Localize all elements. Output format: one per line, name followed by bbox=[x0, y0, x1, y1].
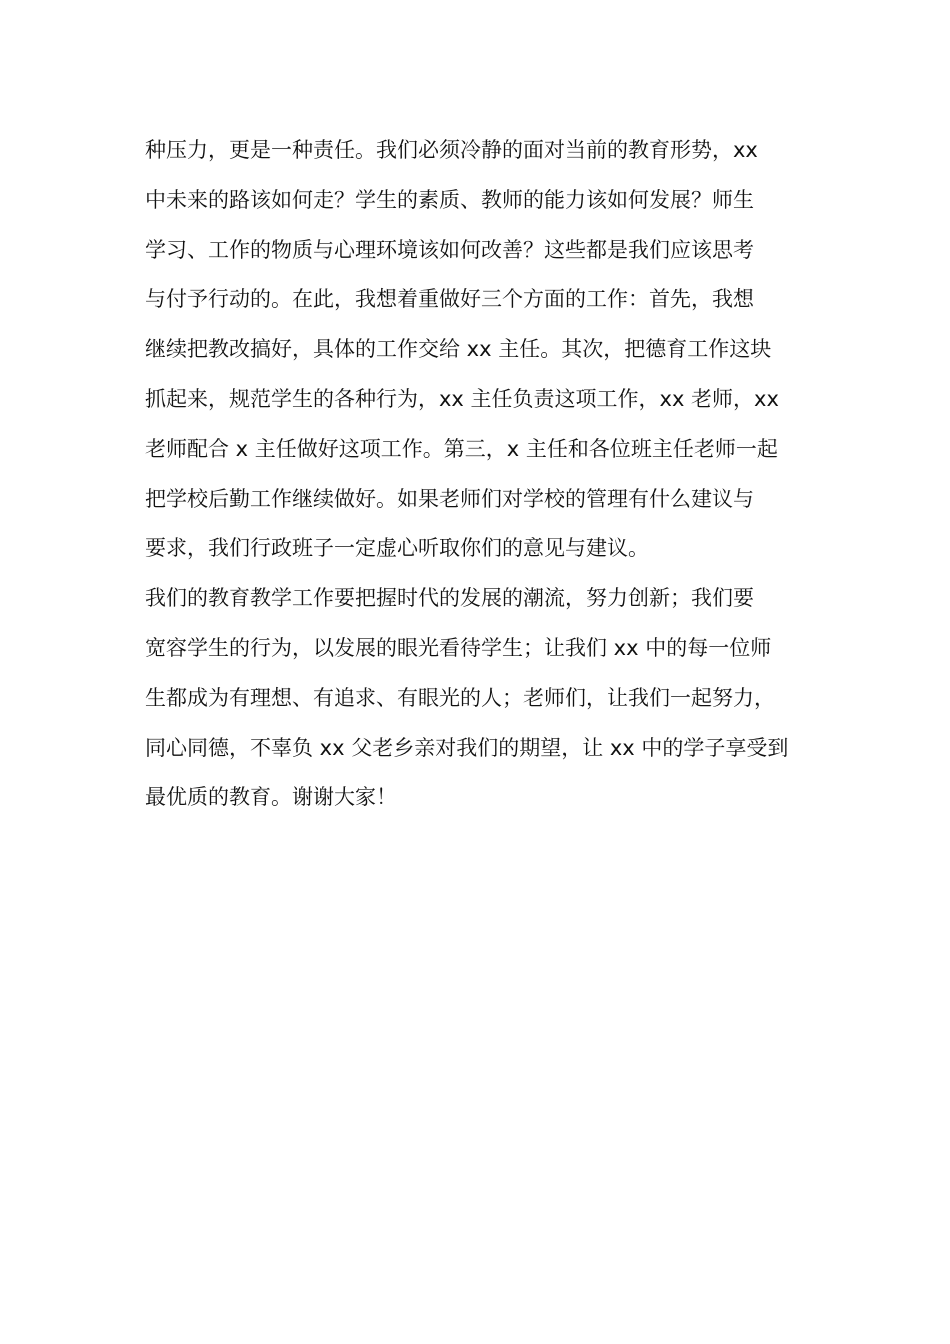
text-line: 我们的教育教学工作要把握时代的发展的潮流，努力创新；我们要 bbox=[145, 586, 754, 611]
text-line: 抓起来，规范学生的各种行为，xx 主任负责这项工作，xx 老师，xx bbox=[145, 386, 779, 411]
text-line: 生都成为有理想、有追求、有眼光的人；老师们，让我们一起努力， bbox=[145, 685, 775, 710]
text-line: 继续把教改搞好，具体的工作交给 xx 主任。其次，把德育工作这块 bbox=[145, 337, 772, 362]
text-line: 种压力，更是一种责任。我们必须冷静的面对当前的教育形势，xx bbox=[145, 138, 758, 162]
text-line: 把学校后勤工作继续做好。如果老师们对学校的管理有什么建议与 bbox=[145, 486, 754, 511]
text-line: 与付予行动的。在此，我想着重做好三个方面的工作：首先，我想 bbox=[145, 287, 754, 312]
text-line: 同心同德，不辜负 xx 父老乡亲对我们的期望，让 xx 中的学子享受到 bbox=[145, 735, 789, 760]
text-line: 老师配合 x 主任做好这项工作。第三，x 主任和各位班主任老师一起 bbox=[145, 436, 778, 461]
text-line: 最优质的教育。谢谢大家！ bbox=[145, 785, 397, 810]
text-line: 学习、工作的物质与心理环境该如何改善？这些都是我们应该思考 bbox=[145, 237, 754, 262]
document-body bbox=[145, 126, 835, 823]
text-line: 要求，我们行政班子一定虚心听取你们的意见与建议。 bbox=[145, 536, 649, 561]
text-line: 中未来的路该如何走？学生的素质、教师的能力该如何发展？师生 bbox=[145, 187, 754, 212]
text-line: 宽容学生的行为，以发展的眼光看待学生；让我们 xx 中的每一位师 bbox=[145, 635, 772, 660]
